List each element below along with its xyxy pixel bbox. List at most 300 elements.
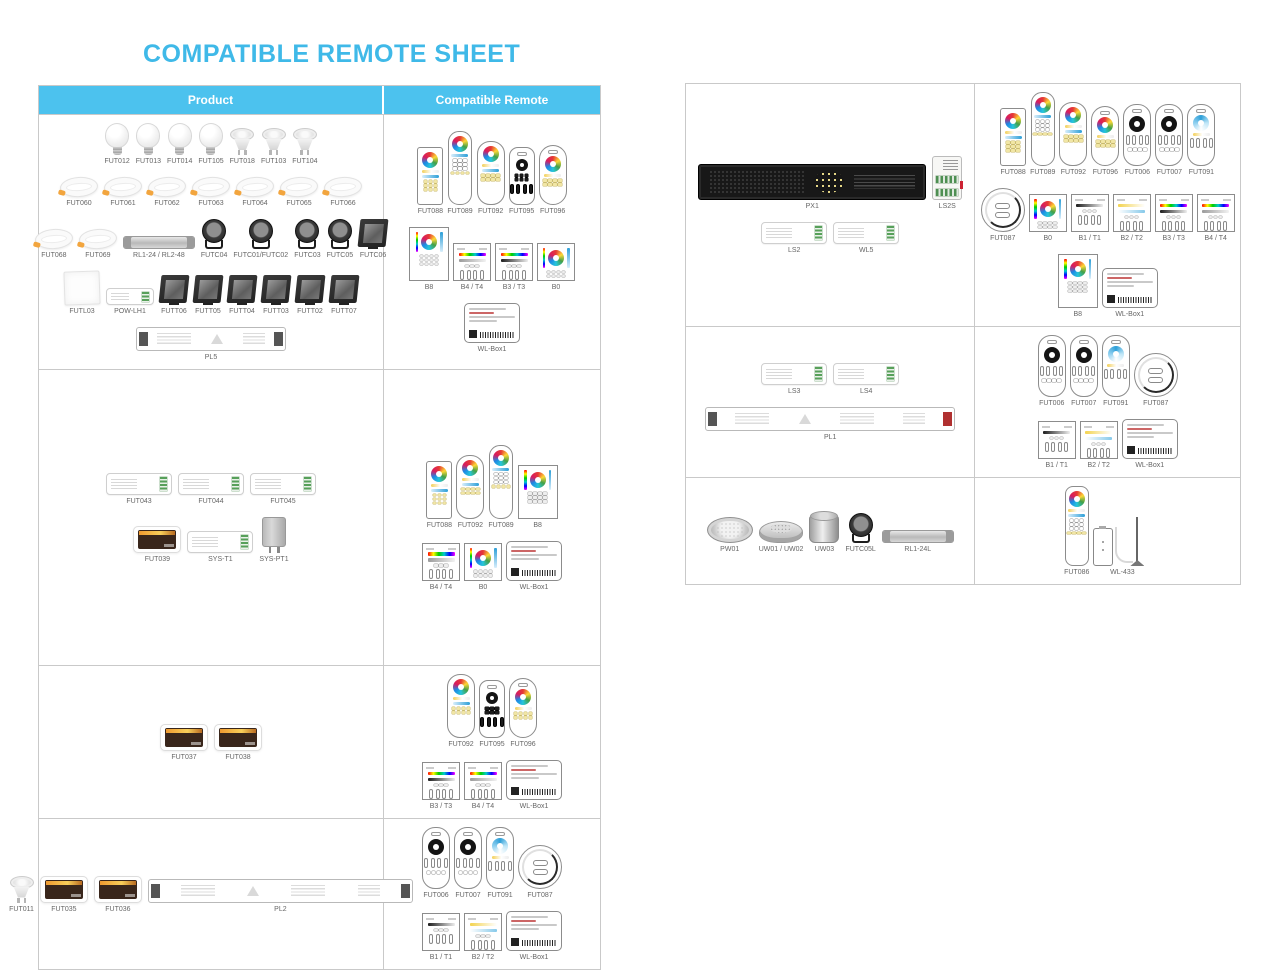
r-433-part [1080, 527, 1084, 530]
product-futt07 [330, 275, 358, 315]
p-ring8-part [533, 500, 537, 503]
wlbox-part [1127, 432, 1173, 434]
r-tear-part [462, 711, 466, 714]
bulb-part [113, 147, 122, 155]
r-rect-part [431, 466, 447, 482]
p-ring-part [474, 570, 493, 577]
p-bars4-part [471, 789, 495, 799]
r-oval-part [1096, 140, 1115, 147]
item-label: B1 / T1 [429, 954, 453, 961]
item-label: FUT068 [41, 252, 67, 259]
r-cct-part [1110, 369, 1114, 379]
product-futc04 [201, 219, 227, 259]
spotlight-part [852, 534, 870, 543]
r-long-part [502, 485, 506, 488]
r-dim-part [1160, 148, 1164, 151]
p-bars1-part [1078, 215, 1102, 225]
r-long-part [504, 473, 508, 476]
r-round-glyph [981, 188, 1025, 232]
r-dim-part [1091, 366, 1095, 376]
p-bars3-glyph [1155, 194, 1193, 232]
remote-b8 [518, 465, 558, 529]
px1-glyph [698, 164, 926, 200]
spot-part [17, 898, 20, 903]
p-bars4-part [1209, 216, 1223, 219]
floodlight-part [193, 275, 224, 303]
downlight-glyph [79, 229, 117, 249]
r-433-part [1065, 486, 1089, 566]
r-oval-part [514, 716, 518, 719]
r-dim-part [464, 871, 468, 874]
p-ring-part [470, 548, 497, 568]
product-ls2 [761, 222, 827, 254]
floodlight-part [329, 275, 360, 303]
table-section-2 [686, 326, 1240, 477]
p-ring-part [562, 275, 566, 278]
r-black-part [490, 711, 494, 714]
r-long-part [456, 172, 460, 175]
driver-pl1-part [735, 413, 769, 425]
r-black-part [510, 184, 534, 194]
p-ring8-part [528, 492, 532, 495]
p-bars1-glyph [1038, 421, 1076, 459]
item-label: FUTL03 [69, 308, 95, 315]
p-ring-part [548, 250, 564, 266]
spotlight-glyph [202, 219, 226, 249]
product-fut065 [280, 177, 318, 207]
p-bars4-part [480, 270, 484, 280]
r-dim-part [1132, 135, 1136, 145]
p-bars4-part [428, 558, 455, 562]
wlbox-part [511, 554, 557, 556]
p-bars1-part [1088, 210, 1092, 213]
product-fut068 [35, 229, 73, 259]
driver-part [157, 333, 191, 345]
spotlight-part [331, 240, 349, 249]
floodlight-glyph [160, 275, 188, 305]
driver-xl-part [358, 885, 380, 897]
remote-b4-t4 [453, 243, 491, 291]
p-bars2-part [1087, 448, 1091, 458]
p-ring-part [494, 548, 497, 568]
r-dim-part [1076, 347, 1092, 363]
controller-part [766, 228, 792, 238]
right-compatibility-table [685, 83, 1241, 585]
r-433-part [1070, 523, 1074, 526]
floodlight-part [295, 275, 326, 303]
p-bars1-part [1055, 437, 1059, 440]
r-black-part [486, 692, 498, 704]
controller-s-part [106, 288, 154, 305]
driver-part [243, 333, 265, 345]
p-bars3-part [522, 270, 526, 280]
floodlight-glyph [359, 219, 387, 249]
spot-glyph [293, 128, 317, 155]
r-tear-part [496, 178, 500, 181]
driver-pl1-part [799, 414, 811, 424]
spot-glyph [262, 128, 286, 155]
r-dim-part [1158, 135, 1162, 145]
p-bars4-part [429, 569, 433, 579]
p-bars3-part [1177, 216, 1181, 219]
p-bars3-part [434, 784, 438, 787]
r-round-part [1138, 357, 1174, 393]
item-label: B4 / T4 [429, 583, 453, 591]
table-section-1 [686, 84, 1240, 326]
item-label: RL1-24L [904, 546, 932, 553]
p-ring-part [1029, 194, 1067, 232]
wlbox-part [511, 920, 536, 922]
r-rect-part [1011, 145, 1015, 148]
p-ring8-part [409, 227, 449, 281]
r-dim-part [1040, 366, 1064, 376]
bulb-part [168, 123, 192, 148]
downlight-glyph [192, 177, 230, 197]
p-ring-part [464, 543, 502, 581]
r-round-glyph [1134, 353, 1178, 397]
adapter-part [262, 517, 286, 547]
din-part [936, 189, 958, 196]
wlbox-part [469, 330, 515, 338]
r-black-part [487, 717, 491, 727]
p-ring8-part [1073, 286, 1077, 289]
r-oval-part [1106, 140, 1110, 143]
adapter-part [269, 547, 272, 553]
item-label: B3 / T3 [1162, 235, 1185, 242]
controller-glyph [187, 531, 253, 553]
r-long-part [492, 485, 511, 488]
r-433-part [1082, 532, 1086, 535]
r-dim-part [1042, 379, 1046, 382]
r-rect-part [434, 180, 438, 183]
spot-part [266, 139, 282, 150]
item-label: UW01 / UW02 [758, 546, 804, 553]
r-dim-part [1072, 366, 1096, 376]
r-433-part [1077, 532, 1081, 535]
r-433-part [1075, 523, 1079, 526]
downlight-part [323, 176, 362, 199]
r-long-part [1046, 120, 1050, 123]
product-ls4 [833, 363, 899, 395]
r-rect-part [438, 494, 442, 497]
p-ring8-part [420, 255, 439, 266]
remote-wl-box1 [464, 303, 520, 353]
r-tear-part [461, 492, 465, 495]
p-bars2-part [1133, 221, 1137, 231]
p-bars2-part [1130, 216, 1134, 219]
item-label: FUT092 [1060, 169, 1087, 176]
p-ring8-part [1078, 282, 1082, 285]
p-bars2-part [491, 940, 495, 950]
p-bars1-part [444, 929, 448, 932]
p-bars2-part [1084, 426, 1114, 428]
wlbox-part [511, 938, 519, 946]
item-label: FUT069 [85, 252, 111, 259]
wlbox-part [511, 568, 519, 576]
p-bars4-part [476, 784, 480, 787]
poollight-glyph [707, 517, 753, 543]
p-bars3-part [449, 789, 453, 799]
remote-b4-t4 [464, 762, 502, 810]
item-label: FUTC05 [326, 252, 354, 259]
product-fut035 [40, 876, 88, 913]
r-tear-part [491, 178, 495, 181]
item-label: PW01 [720, 546, 740, 553]
r-long-glyph [448, 131, 472, 205]
remote-row [1038, 419, 1178, 469]
r-round-part [995, 212, 1010, 218]
r-dim-part [460, 839, 476, 855]
r-dim-part [1047, 340, 1057, 344]
r-long-part [463, 167, 467, 170]
controller-part [838, 228, 864, 238]
p-ring-glyph [464, 543, 502, 581]
remote-b8 [1058, 254, 1098, 318]
r-round-part [518, 845, 562, 889]
product-fut013 [136, 123, 161, 165]
p-ring-part [543, 248, 546, 268]
r-long-part [1048, 133, 1052, 136]
r-cct-part [1102, 335, 1130, 397]
r-dim-glyph [1123, 104, 1151, 166]
p-ring8-part [435, 259, 439, 262]
p-ring8-part [528, 492, 547, 503]
product-uw03 [809, 509, 839, 553]
bar-part [123, 236, 195, 249]
r-black-part [490, 707, 494, 710]
remote-row [417, 131, 566, 215]
r-dim-part [1079, 340, 1089, 344]
product-fut062 [148, 177, 186, 207]
r-long-part [1043, 133, 1047, 136]
remote-b2-t2 [464, 913, 502, 961]
compatible-remote-cell [384, 115, 600, 369]
r-long-part [494, 473, 508, 484]
p-ring8-part [416, 232, 443, 252]
p-ring-part [1038, 222, 1057, 229]
r-oval-part [543, 179, 547, 182]
r-dim-part [456, 858, 480, 868]
p-ring8-glyph [1058, 254, 1098, 308]
product-cell [9, 819, 384, 969]
item-label: SYS-T1 [208, 555, 233, 563]
p-bars3-part [429, 789, 433, 799]
item-label: B1 / T1 [1045, 462, 1068, 469]
remote-row [464, 303, 520, 353]
r-tear-part [453, 697, 470, 700]
item-label: WL-Box1 [1115, 311, 1145, 318]
right-table-body [686, 84, 1240, 584]
remote-fut007 [454, 827, 482, 899]
p-bars1-part [1060, 437, 1064, 440]
item-label: B2 / T2 [1120, 235, 1143, 242]
remote-fut091 [1102, 335, 1130, 407]
r-oval-part [548, 150, 558, 154]
product-rl1-24-rl2-48 [123, 236, 195, 259]
p-bars1-part [1078, 215, 1082, 225]
remote-fut007 [1070, 335, 1098, 407]
r-long-part [1046, 124, 1050, 127]
p-ring8-part [538, 500, 542, 503]
r-long-part [1033, 133, 1037, 136]
r-dim-part [1047, 379, 1051, 382]
p-ring8-part [1089, 259, 1092, 279]
p-ring8-part [543, 496, 547, 499]
r-cct-part [1123, 369, 1127, 379]
r-dim-part [1128, 148, 1132, 151]
remote-row [981, 188, 1235, 242]
p-bars4-part [460, 270, 464, 280]
spot-glyph [10, 876, 34, 903]
p-bars4-glyph [453, 243, 491, 281]
r-dim-part [1170, 148, 1174, 151]
p-bars4-part [1214, 216, 1218, 219]
p-bars4-part [459, 259, 486, 263]
box-part [219, 728, 257, 747]
controller-part [833, 222, 899, 244]
controller-glyph [178, 473, 244, 495]
p-bars2-part [486, 935, 490, 938]
wlbox-glyph [506, 760, 562, 800]
remote-row [447, 674, 537, 748]
item-label: FUT037 [171, 753, 197, 761]
r-dim-part [1171, 135, 1175, 145]
r-oval-part [519, 716, 523, 719]
r-dim-part [1177, 135, 1181, 145]
r-rect-part [1005, 131, 1022, 134]
p-bars4-glyph [422, 543, 460, 581]
r-433-part [1067, 532, 1071, 535]
remote-b3-t3 [422, 762, 460, 810]
remote-row [426, 445, 557, 529]
r-433-part [1067, 532, 1086, 535]
p-bars1-glyph [422, 913, 460, 951]
controller-glyph [106, 473, 172, 495]
p-ring8-part [1083, 282, 1087, 285]
spotlight-part [205, 240, 223, 249]
item-label: FUT045 [270, 497, 296, 505]
r-long-part [453, 159, 467, 170]
r-oval-part [543, 183, 547, 186]
item-label: WL-Box1 [1135, 462, 1165, 469]
r-long-part [1036, 124, 1040, 127]
p-bars4-part [442, 569, 446, 579]
r-dim-part [1155, 104, 1183, 166]
r-tear-part [1065, 125, 1082, 128]
p-ring-part [547, 271, 566, 278]
r-dim-part [1042, 379, 1061, 382]
left-table-header-row [39, 86, 600, 114]
wlbox-part [1107, 295, 1115, 303]
p-ring8-part [430, 263, 434, 266]
wlbox-glyph [1102, 268, 1158, 308]
p-ring-part [479, 574, 483, 577]
r-rect-part [433, 502, 437, 505]
r-black-part [529, 184, 533, 194]
item-label: FUT091 [1188, 169, 1215, 176]
r-long-part [463, 163, 467, 166]
item-label: B4 / T4 [1204, 235, 1227, 242]
driver-pl1-part [705, 407, 955, 431]
r-tear-part [1065, 107, 1081, 123]
bulb-part [199, 123, 223, 148]
p-ring8-part [1078, 290, 1082, 293]
item-label: FUTT06 [161, 308, 187, 315]
remote-b0 [464, 543, 502, 591]
p-bars2-part [1120, 221, 1144, 231]
p-bars4-part [1210, 221, 1214, 231]
item-label: FUT013 [135, 158, 162, 165]
p-bars4-part [422, 543, 460, 581]
item-label: FUT007 [1071, 400, 1097, 407]
r-oval-glyph [509, 678, 537, 738]
r-dim-glyph [1155, 104, 1183, 166]
spot-part [234, 139, 250, 150]
p-bars1-part [434, 929, 438, 932]
product-sys-t1 [187, 531, 253, 563]
remote-fut091 [486, 827, 514, 899]
p-bars4-part [473, 270, 477, 280]
box-part [160, 724, 208, 751]
r-rect-part [422, 170, 439, 173]
controller-part [187, 531, 253, 553]
p-bars4-part [1219, 216, 1223, 219]
p-bars1-part [1083, 210, 1087, 213]
r-long-part [453, 163, 457, 166]
driver-part [211, 334, 223, 344]
r-dim-part [1040, 366, 1044, 376]
downlight-glyph [236, 177, 274, 197]
r-tear-glyph [477, 141, 505, 205]
r-tear-part [1064, 135, 1068, 138]
p-bars3-part [426, 767, 456, 769]
p-bars2-part [1117, 199, 1147, 201]
product-futt03 [262, 275, 290, 315]
product-futc01-futc02 [233, 219, 288, 259]
remote-fut092 [477, 141, 505, 215]
p-bars3-part [1159, 199, 1189, 201]
r-dim-part [476, 858, 480, 868]
adapter-part [266, 547, 283, 553]
remote-fut089 [1030, 92, 1055, 176]
p-bars4-part [468, 767, 498, 769]
remote-fut091 [1187, 104, 1215, 176]
r-cct-part [1190, 138, 1194, 148]
p-ring-part [484, 570, 488, 573]
product-uw01-uw02 [759, 521, 804, 553]
p-ring-part [543, 248, 570, 268]
product-fut064 [236, 177, 274, 207]
col-header-compatible-remote: Compatible Remote [384, 86, 600, 114]
item-label: FUTT05 [195, 308, 221, 315]
r-dim-part [1052, 379, 1056, 382]
r-dim-part [1089, 379, 1093, 382]
r-long-part [458, 163, 462, 166]
r-oval-part [548, 183, 552, 186]
p-bars2-part [1097, 443, 1101, 446]
downlight-glyph [324, 177, 362, 197]
remote-row [1064, 486, 1151, 576]
p-ring8-part [425, 255, 429, 258]
remote-b0 [1029, 194, 1067, 242]
p-ring8-part [435, 263, 439, 266]
r-rect-glyph [417, 147, 443, 205]
r-long-part [504, 477, 508, 480]
r-dim-part [1123, 104, 1151, 166]
r-dim-part [427, 871, 431, 874]
item-label: WL-Box1 [477, 346, 507, 353]
r-round-part [985, 192, 1021, 228]
